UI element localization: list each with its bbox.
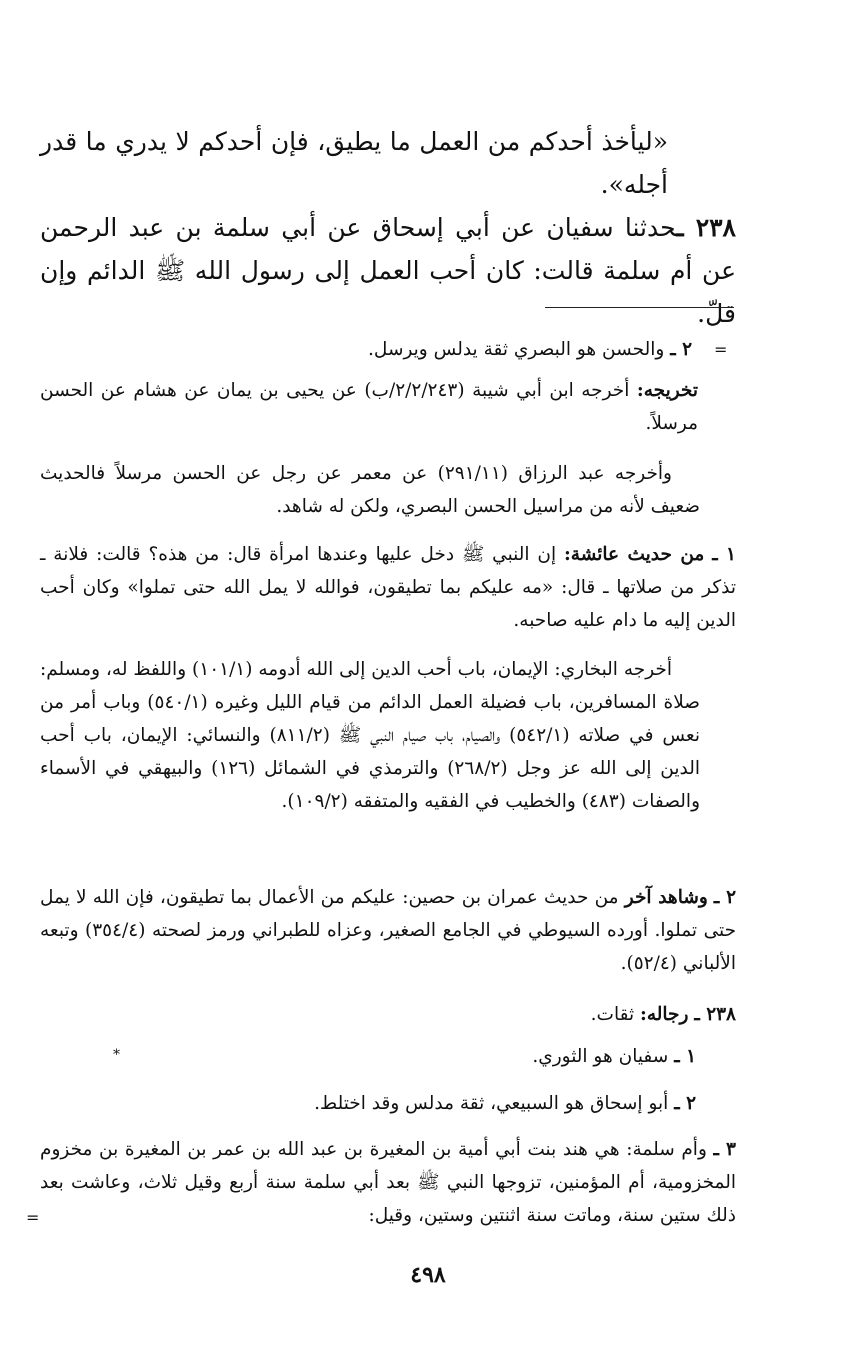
continuation-mark: = bbox=[714, 340, 728, 359]
hadith-text: «ليأخذ أحدكم من العمل ما يطيق، فإن أحدكم لا يدري ما قدر أجله». bbox=[40, 127, 668, 199]
rijal-238: ٢٣٨ ـ رجاله: ثقات. bbox=[590, 1004, 736, 1025]
hadith-text: حدثنا سفيان عن أبي إسحاق عن أبي سلمة بن عبد الرحمن عن أم سلمة قالت: كان أحب العمل إلى رسول الله ﷺ الدائم وإن قلّ. bbox=[40, 213, 736, 328]
footnote-abdrazzaq: وأخرجه عبد الرزاق (٢٩١/١١) عن معمر عن رجل عن الحسن مرسلاً فالحديث ضعيف لأنه من مراسيل الحسن البصري، ولكن له شاهد. bbox=[40, 463, 700, 517]
footnote-takhrij: تخريجه: أخرجه ابن أبي شيبة (٢/٢/٢٤٣/ب) عن يحيى بن يمان عن هشام عن الحسن مرسلاً. bbox=[40, 380, 699, 434]
hadith-number: ٢٣٨ ـ bbox=[676, 213, 736, 242]
marker-dot: * bbox=[113, 1047, 120, 1063]
footnote-f2: ٢ ـ والحسن هو البصري ثقة يدلس ويرسل. bbox=[368, 339, 692, 360]
shahid-2: ٢ ـ وشاهد آخر من حديث عمران بن حصين: عليكم من الأعمال بما تطيقون، فإن الله لا يمل حتى تملوا. أورده السيوطي في الجامع الصغير، وعزاه للطبراني ورمز لصحته (٣٥٤/٤) وتبعه الألباني (٥٢/٤). bbox=[40, 887, 737, 974]
narrator-2: ٢ ـ أبو إسحاق هو السبيعي، ثقة مدلس وقد اختلط. bbox=[314, 1093, 696, 1114]
main-paragraph-1 bbox=[40, 120, 668, 206]
shahid-1: ١ ـ من حديث عائشة: إن النبي ﷺ دخل عليها وعندها امرأة قال: من هذه؟ قالت: فلانة ـ تذكر من صلاتها ـ قال: «مه عليكم بما تطيقون، فوالله لا يمل الله حتى تملوا» وكان أحب الدين إليه ما دام عليه صاحبه. bbox=[40, 544, 736, 631]
footnote-bukhari: أخرجه البخاري: الإيمان، باب أحب الدين إلى الله أدومه (١٠١/١) واللفظ له، ومسلم: صلاة المسافرين، باب فضيلة العمل الدائم من قيام الليل وغيره (٥٤٠/١) وباب أمر من نعس في صلاته (٥٤٢/١) والصيام، باب صيام النبي ﷺ (٨١١/٢) والنسائي: الإيمان، باب أحب الدين إلى الله عز وجل (٢٦٨/٢) والترمذي في الشمائل (١٢٦) والبيهقي في الأسماء والصفات (٤٨٣) والخطيب في الفقيه والمتفقه (١٠٩/٢). bbox=[40, 659, 701, 812]
continuation-mark-end: = bbox=[26, 1208, 40, 1227]
page-number: ٤٩٨ bbox=[410, 1262, 446, 1288]
narrator-3: ٣ ـ وأم سلمة: هي هند بنت أبي أمية بن المغيرة بن عبد الله بن عمر بن المغيرة بن مخزوم المخزومية، أم المؤمنين، تزوجها النبي ﷺ بعد أبي سلمة سنة أربع وقيل ثلاث، وعاشت بعد ذلك ستين سنة، وماتت سنة اثنتين وستين، وقيل: bbox=[40, 1139, 736, 1226]
hadith-238 bbox=[40, 206, 736, 335]
narrator-1: ١ ـ سفيان هو الثوري. bbox=[532, 1046, 696, 1067]
footnote-separator bbox=[545, 307, 734, 308]
